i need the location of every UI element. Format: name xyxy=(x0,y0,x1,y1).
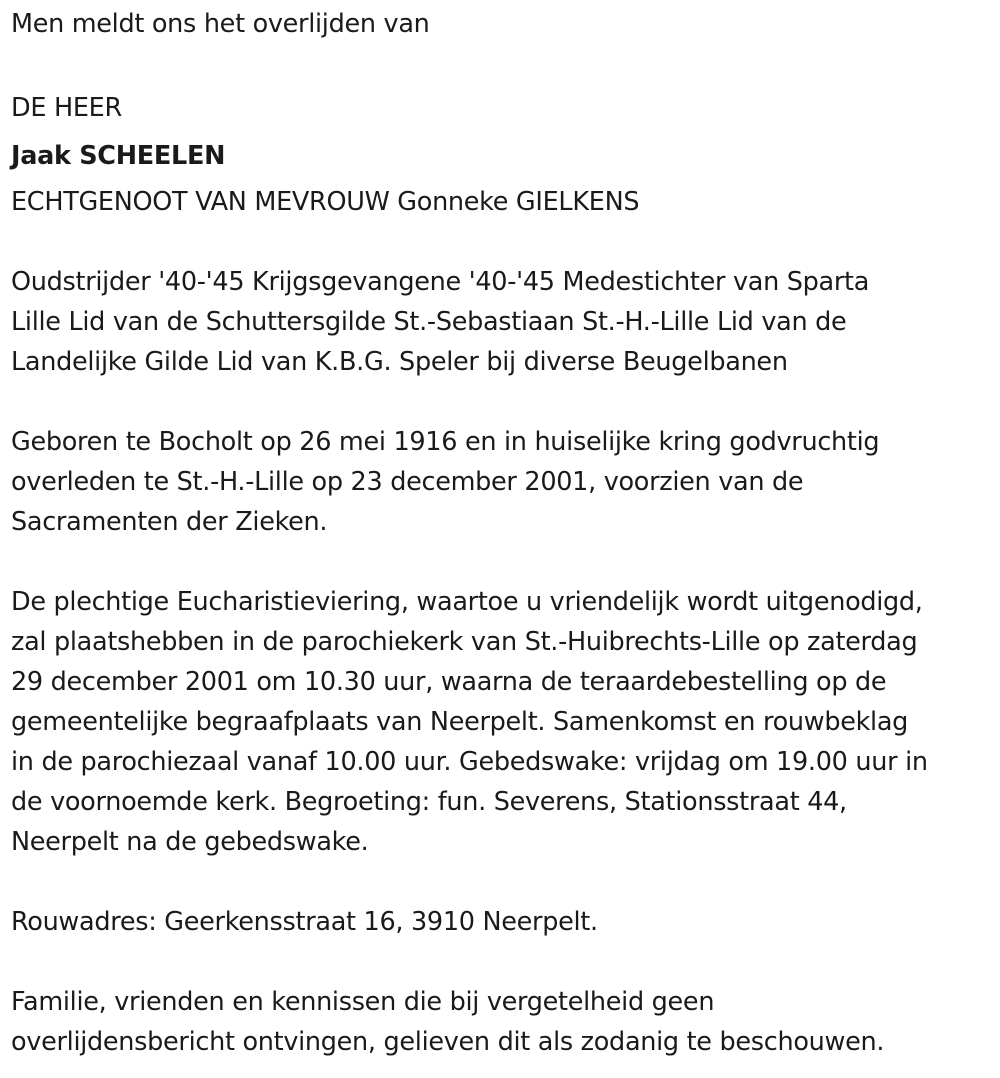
spacer xyxy=(11,44,996,84)
text-line: Familie, vrienden en kennissen die bij vergetelheid geen xyxy=(11,987,715,1017)
spacer xyxy=(11,942,996,982)
ceremony-paragraph xyxy=(11,582,996,862)
spouse-line: ECHTGENOOT VAN MEVROUW Gonneke GIELKENS xyxy=(11,187,640,217)
text-line: Oudstrijder '40-'45 Krijgsgevangene '40-'45 Medestichter van Sparta xyxy=(11,267,870,297)
birth-death-paragraph xyxy=(11,422,996,542)
text-line: overleden te St.-H.-Lille op 23 december 2001, voorzien van de xyxy=(11,467,804,497)
text-line: Landelijke Gilde Lid van K.B.G. Speler bij diverse Beugelbanen xyxy=(11,347,788,377)
closing-paragraph xyxy=(11,982,996,1062)
text-line: in de parochiezaal vanaf 10.00 uur. Gebedswake: vrijdag om 19.00 uur in xyxy=(11,747,928,777)
text-line: Sacramenten der Zieken. xyxy=(11,507,328,537)
address-line: Rouwadres: Geerkensstraat 16, 3910 Neerpelt. xyxy=(11,907,598,937)
text-line: zal plaatshebben in de parochiekerk van St.-Huibrechts-Lille op zaterdag xyxy=(11,627,918,657)
text-line: Geboren te Bocholt op 26 mei 1916 en in huiselijke kring godvruchtig xyxy=(11,427,880,457)
spacer xyxy=(11,222,996,262)
text-line: De plechtige Eucharistieviering, waartoe u vriendelijk wordt uitgenodigd, xyxy=(11,587,923,617)
text-line: 29 december 2001 om 10.30 uur, waarna de teraardebestelling op de xyxy=(11,667,887,697)
text-line: Lille Lid van de Schuttersgilde St.-Sebastiaan St.-H.-Lille Lid van de xyxy=(11,307,847,337)
spacer xyxy=(11,862,996,902)
spacer xyxy=(11,382,996,422)
memberships-paragraph xyxy=(11,262,996,382)
death-notice xyxy=(11,0,996,1062)
text-line: Neerpelt na de gebedswake. xyxy=(11,827,369,857)
spacer xyxy=(11,542,996,582)
intro-line: Men meldt ons het overlijden van xyxy=(11,9,430,39)
text-line: gemeentelijke begraafplaats van Neerpelt. Samenkomst en rouwbeklag xyxy=(11,707,909,737)
text-line: overlijdensbericht ontvingen, gelieven dit als zodanig te beschouwen. xyxy=(11,1027,885,1057)
deceased-name: Jaak SCHEELEN xyxy=(11,141,226,171)
title-line: DE HEER xyxy=(11,93,122,123)
text-line: de voornoemde kerk. Begroeting: fun. Severens, Stationsstraat 44, xyxy=(11,787,847,817)
